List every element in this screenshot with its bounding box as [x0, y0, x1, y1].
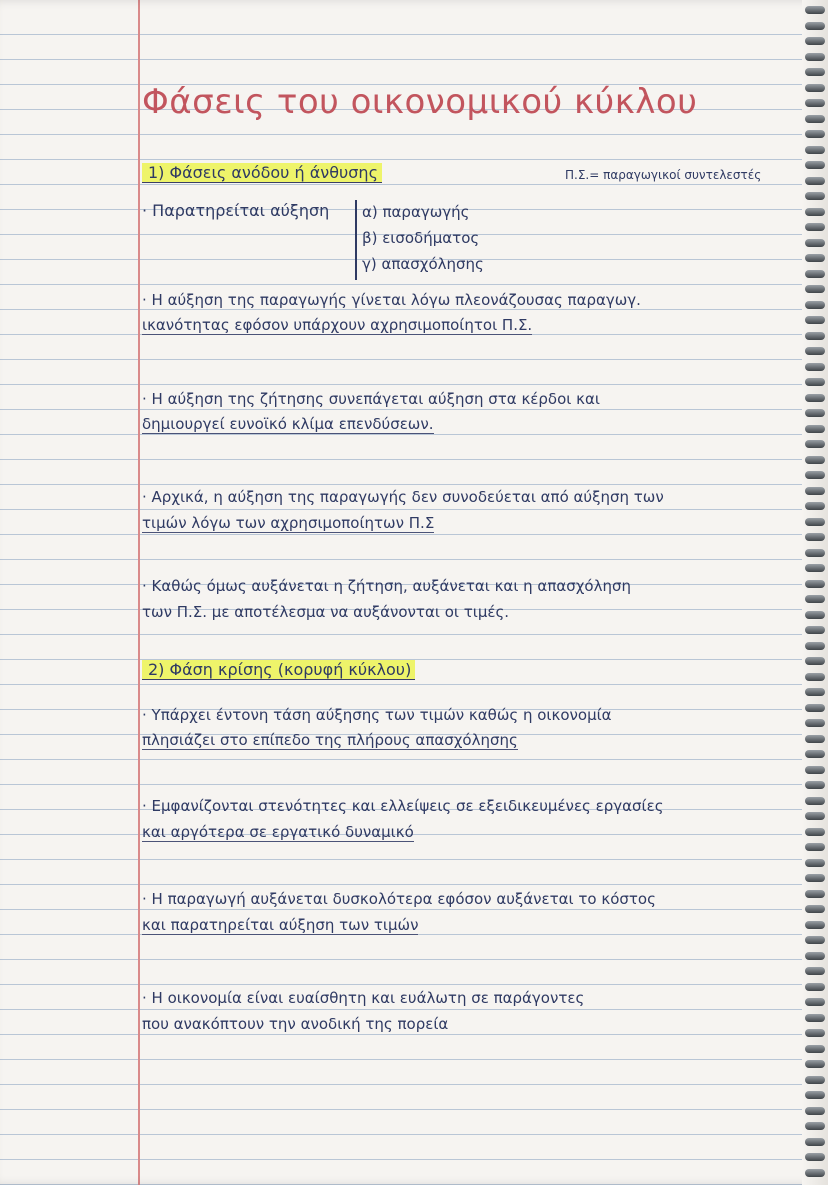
spiral-ring — [805, 285, 825, 293]
spiral-ring — [805, 1091, 825, 1099]
spiral-ring — [805, 487, 825, 495]
spiral-ring — [805, 797, 825, 805]
spiral-ring — [805, 502, 825, 510]
section-2-heading-text: 2) Φάση κρίσης (κορυφή κύκλου) — [142, 660, 415, 680]
spiral-ring — [805, 1060, 825, 1068]
underlined-text: ικανότητας εφόσον υπάρχουν αχρησιμοποίητοι Π.Σ. — [142, 316, 533, 334]
spiral-ring — [805, 316, 825, 324]
paragraph-line: · Αρχικά, η αύξηση της παραγωγής δεν συνοδεύεται από αύξηση των — [142, 488, 664, 506]
spiral-ring — [805, 843, 825, 851]
spiral-ring — [805, 456, 825, 464]
spiral-ring — [805, 998, 825, 1006]
spiral-ring — [805, 564, 825, 572]
spiral-ring — [805, 952, 825, 960]
spiral-ring — [805, 580, 825, 588]
paragraph-line: · Η παραγωγή αυξάνεται δυσκολότερα εφόσον αυξάνεται το κόστος — [142, 890, 656, 908]
underlined-text: πλησιάζει στο επίπεδο της πλήρους απασχόλησης — [142, 731, 518, 749]
underlined-text: και αργότερα σε εργατικό δυναμικό — [142, 823, 414, 841]
paragraph-line — [142, 415, 434, 433]
spiral-ring — [805, 425, 825, 433]
paragraph-line — [142, 823, 414, 841]
spiral-ring — [805, 239, 825, 247]
section-1-observe: · Παρατηρείται αύξηση — [142, 201, 330, 220]
spiral-ring — [805, 223, 825, 231]
spiral-ring — [805, 673, 825, 681]
spiral-ring — [805, 409, 825, 417]
paragraph-line: που ανακόπτουν την ανοδική της πορεία — [142, 1015, 449, 1033]
spiral-ring — [805, 6, 825, 14]
spiral-ring — [805, 68, 825, 76]
spiral-ring — [805, 1045, 825, 1053]
spiral-ring — [805, 642, 825, 650]
spiral-ring — [805, 704, 825, 712]
spiral-ring — [805, 471, 825, 479]
spiral-ring — [805, 192, 825, 200]
spiral-ring — [805, 1029, 825, 1037]
section-2-heading — [142, 660, 415, 679]
section-1-heading-text: 1) Φάσεις ανόδου ή άνθυσης — [142, 163, 382, 183]
spiral-ring — [805, 921, 825, 929]
spiral-ring — [805, 719, 825, 727]
spiral-binding — [802, 0, 828, 1185]
spiral-ring — [805, 533, 825, 541]
spiral-ring — [805, 657, 825, 665]
spiral-ring — [805, 812, 825, 820]
paragraph-line: των Π.Σ. με αποτέλεσμα να αυξάνονται οι τιμές. — [142, 603, 510, 621]
spiral-ring — [805, 115, 825, 123]
spiral-ring — [805, 332, 825, 340]
underlined-text: τιμών λόγω των αχρησιμοποίητων Π.Σ — [142, 514, 435, 532]
paragraph-line: · Καθώς όμως αυξάνεται η ζήτηση, αυξάνεται και η απασχόληση — [142, 577, 631, 595]
spiral-ring — [805, 270, 825, 278]
spiral-ring — [805, 378, 825, 386]
spiral-ring — [805, 99, 825, 107]
paragraph-line — [142, 514, 434, 532]
list-item: γ) απασχόλησης — [362, 255, 484, 273]
spiral-ring — [805, 1122, 825, 1130]
spiral-ring — [805, 146, 825, 154]
spiral-ring — [805, 130, 825, 138]
spiral-ring — [805, 1107, 825, 1115]
paragraph-line: · Η αύξηση της ζήτησης συνεπάγεται αύξηση στα κέρδοι και — [142, 390, 600, 408]
spiral-ring — [805, 1153, 825, 1161]
underlined-text: και παρατηρείται αύξηση των τιμών — [142, 916, 419, 934]
paragraph-line: · Εμφανίζονται στενότητες και ελλείψεις σε εξειδικευμένες εργασίες — [142, 797, 664, 815]
bracket-line — [355, 200, 357, 280]
spiral-ring — [805, 53, 825, 61]
spiral-ring — [805, 874, 825, 882]
spiral-ring — [805, 254, 825, 262]
spiral-ring — [805, 750, 825, 758]
spiral-ring — [805, 626, 825, 634]
spiral-ring — [805, 688, 825, 696]
spiral-ring — [805, 1014, 825, 1022]
spiral-ring — [805, 967, 825, 975]
spiral-ring — [805, 440, 825, 448]
abbreviation-note: Π.Σ.= παραγωγικοί συντελεστές — [565, 168, 762, 182]
paragraph-line: · Η αύξηση της παραγωγής γίνεται λόγω πλεονάζουσας παραγωγ. — [142, 291, 641, 309]
spiral-ring — [805, 208, 825, 216]
spiral-ring — [805, 611, 825, 619]
spiral-ring — [805, 905, 825, 913]
list-item: α) παραγωγής — [362, 203, 470, 221]
spiral-ring — [805, 859, 825, 867]
spiral-ring — [805, 22, 825, 30]
spiral-ring — [805, 394, 825, 402]
spiral-ring — [805, 1169, 825, 1177]
page-title: Φάσεις του οικονομικού κύκλου — [142, 82, 698, 122]
spiral-ring — [805, 363, 825, 371]
section-1-heading — [142, 163, 382, 182]
spiral-ring — [805, 301, 825, 309]
spiral-ring — [805, 936, 825, 944]
spiral-ring — [805, 766, 825, 774]
spiral-ring — [805, 781, 825, 789]
paragraph-line: · Η οικονομία είναι ευαίσθητη και ευάλωτη σε παράγοντες — [142, 989, 585, 1007]
spiral-ring — [805, 37, 825, 45]
paragraph-line — [142, 916, 418, 934]
spiral-ring — [805, 549, 825, 557]
spiral-ring — [805, 595, 825, 603]
spiral-ring — [805, 828, 825, 836]
spiral-ring — [805, 161, 825, 169]
spiral-ring — [805, 735, 825, 743]
spiral-ring — [805, 84, 825, 92]
spiral-ring — [805, 177, 825, 185]
paragraph-line: · Υπάρχει έντονη τάση αύξησης των τιμών καθώς η οικονομία — [142, 706, 612, 724]
spiral-ring — [805, 983, 825, 991]
spiral-ring — [805, 1138, 825, 1146]
paragraph-line — [142, 731, 518, 749]
spiral-ring — [805, 347, 825, 355]
list-item: β) εισοδήματος — [362, 229, 480, 247]
underlined-text: δημιουργεί ευνοϊκό κλίμα επενδύσεων. — [142, 415, 434, 433]
spiral-ring — [805, 518, 825, 526]
spiral-ring — [805, 890, 825, 898]
spiral-ring — [805, 1076, 825, 1084]
paragraph-line — [142, 316, 532, 334]
